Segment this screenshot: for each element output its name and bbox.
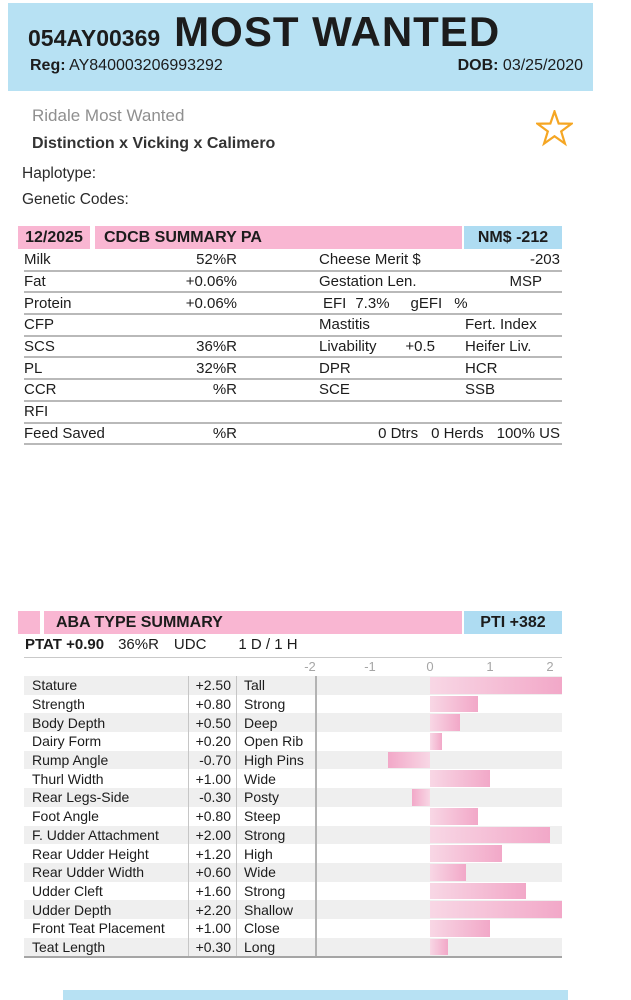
trait-bar-track [315,713,562,732]
cell-label: Feed Saved [24,424,105,442]
ptat-summary-line [25,636,298,653]
trait-value: +1.00 [188,919,237,938]
trait-value: -0.70 [188,751,237,770]
nm-label: NM$ [477,229,512,246]
cell-value: MSP [509,273,542,291]
trait-bar [430,920,490,937]
trait-bar-track [315,863,562,882]
trait-row [24,751,562,770]
trait-row [24,732,562,751]
ptat-reliability: 36%R [118,636,159,653]
ptat-value: PTAT +0.90 [25,636,105,653]
trait-bar [430,827,550,844]
trait-bar-track [315,751,562,770]
reg-number: AY840003206993292 [69,57,223,74]
trait-descriptor: Shallow [244,901,294,918]
trait-name: Front Teat Placement [32,920,165,937]
trait-value: +1.00 [188,769,237,788]
table-row [24,380,562,402]
cell-label: HCR [465,359,498,377]
pti-badge [464,611,562,634]
cdcb-eval-date: 12/2025 [18,226,90,249]
trait-descriptor: Long [244,938,276,955]
trait-name: Foot Angle [32,808,99,825]
trait-bar [412,789,430,806]
reg-label: Reg: [30,57,66,74]
cell-label: SSB [465,381,496,399]
trait-row [24,807,562,826]
title-row [28,8,583,56]
dob-label: DOB: [457,57,499,74]
trait-row [24,919,562,938]
trait-bar [430,883,526,900]
trait-row [24,826,562,845]
trait-descriptor: Steep [244,808,281,825]
trait-value: +2.20 [188,900,237,919]
linear-trait-chart [24,676,562,958]
registration [30,57,223,75]
pti-value: +382 [509,614,546,631]
trait-name: Teat Length [32,938,106,955]
cell-value: -203 [529,251,560,269]
nm-value: -212 [516,229,549,246]
trait-row [24,938,562,957]
trait-bar-track [315,788,562,807]
trait-bar-track [315,844,562,863]
cell-value: +0.06% [185,294,237,312]
axis-rule [24,657,562,658]
trait-value: +1.20 [188,844,237,863]
cell-value: %R [212,424,237,442]
daughters-herds: 1 D / 1 H [238,636,298,653]
table-row [24,337,562,359]
trait-value: +0.80 [188,695,237,714]
cell-label: SCE [319,381,350,399]
registered-name: Ridale Most Wanted [32,106,185,125]
aba-header [0,611,631,634]
trait-bar-track [315,826,562,845]
cell-label: Fat [24,273,46,291]
gefi-value: % [454,294,468,312]
trait-row [24,676,562,695]
trait-row [24,769,562,788]
trait-bar-track [315,807,562,826]
trait-descriptor: Tall [244,677,266,694]
daughters-count: 0 Dtrs [378,424,419,442]
trait-name: Rear Udder Width [32,864,145,881]
trait-descriptor: Wide [244,864,276,881]
trait-descriptor: Open Rib [244,733,304,750]
header-meta-row [28,57,583,75]
trait-bar [430,677,562,694]
cell-value: 36%R [196,338,237,356]
trait-name: Dairy Form [32,733,102,750]
cdcb-table [24,250,562,445]
trait-descriptor: Close [244,920,280,937]
trait-bar [388,752,430,769]
cell-label: RFI [24,403,49,421]
nm-badge [464,226,562,249]
trait-descriptor: Deep [244,714,278,731]
trait-row [24,844,562,863]
trait-name: Udder Depth [32,901,112,918]
trait-name: Stature [32,677,78,694]
trait-bar [430,770,490,787]
gefi-label: gEFI [410,294,443,312]
cell-label: DPR [319,359,351,377]
trait-value: +2.00 [188,826,237,845]
table-row [24,402,562,424]
pti-label: PTI [480,614,506,631]
trait-value: +1.60 [188,882,237,901]
cell-value: +0.06% [185,273,237,291]
axis-tick: 2 [546,659,554,674]
trait-value: -0.30 [188,788,237,807]
cell-label: Heifer Liv. [465,338,532,356]
trait-descriptor: Wide [244,770,276,787]
trait-name: Rear Legs-Side [32,789,130,806]
trait-bar-track [315,900,562,919]
naab-code: 054AY00369 [28,25,161,51]
trait-value: +2.50 [188,676,237,695]
trait-bar-track [315,769,562,788]
aba-accent-box [18,611,40,634]
axis-tick: -2 [304,659,316,674]
haplotype-label: Haplotype: [22,165,97,182]
cell-label: Protein [24,294,72,312]
trait-bar-track [315,676,562,695]
cell-label: Gestation Len. [319,273,417,291]
udc-label: UDC [173,636,207,653]
trait-descriptor: Posty [244,789,280,806]
cell-label: CFP [24,316,54,334]
cell-label: Cheese Merit $ [319,251,421,269]
trait-descriptor: High Pins [244,752,304,769]
us-percent: 100% US [496,424,560,442]
trait-descriptor: Strong [244,826,286,843]
footer-accent-bar [63,990,568,1000]
trait-name: Udder Cleft [32,882,103,899]
trait-name: Rear Udder Height [32,845,149,862]
aba-title: ABA TYPE SUMMARY [44,611,462,634]
trait-row [24,695,562,714]
cell-label: Mastitis [319,316,370,334]
trait-bar [430,714,460,731]
bull-name: MOST WANTED [174,8,501,55]
genetic-codes-label: Genetic Codes: [22,191,129,208]
trait-value: +0.50 [188,713,237,732]
trait-bar-track [315,695,562,714]
cell-value: %R [212,381,237,399]
trait-descriptor: Strong [244,696,286,713]
trait-row [24,900,562,919]
trait-name: Thurl Width [32,770,104,787]
trait-name: Body Depth [32,714,106,731]
trait-row [24,882,562,901]
trait-bar [430,733,442,750]
trait-bar-track [315,882,562,901]
trait-row [24,713,562,732]
axis-tick: 0 [426,659,434,674]
cell-value: 52%R [196,251,237,269]
cell-label: CCR [24,381,57,399]
trait-name: Rump Angle [32,752,109,769]
cell-label: Fert. Index [465,316,537,334]
trait-bar [430,808,478,825]
date-of-birth [458,57,583,75]
axis-tick: 1 [486,659,494,674]
trait-name: Strength [32,696,85,713]
trait-bar-track [315,732,562,751]
cell-label: PL [24,359,43,377]
efi-value: 7.3% [355,294,390,312]
trait-row [24,863,562,882]
cell-value: +0.5 [405,338,435,356]
table-row [24,358,562,380]
table-row [24,315,562,337]
trait-bar [430,864,466,881]
trait-value: +0.60 [188,863,237,882]
table-row [24,272,562,294]
table-row [24,293,562,315]
trait-bar [430,845,502,862]
trait-name: F. Udder Attachment [32,826,159,843]
trait-bar [430,939,448,956]
cell-label: SCS [24,338,55,356]
header [8,3,593,91]
cell-label: Milk [24,251,51,269]
trait-value: +0.30 [188,938,237,957]
axis-tick: -1 [364,659,376,674]
table-row [24,424,562,446]
table-row [24,250,562,272]
chart-axis [304,659,562,676]
cdcb-title: CDCB SUMMARY PA [95,226,462,249]
trait-descriptor: Strong [244,882,286,899]
trait-bar [430,696,478,713]
star-icon [536,110,573,147]
cell-value: 32%R [196,359,237,377]
trait-bar-track [315,938,562,957]
sire-stack: Distinction x Vicking x Calimero [32,135,276,152]
dob-value: 03/25/2020 [502,57,583,74]
trait-descriptor: High [244,845,273,862]
trait-value: +0.80 [188,807,237,826]
cell-label: Livability [319,338,377,356]
cdcb-header [0,226,631,249]
herds-count: 0 Herds [431,424,484,442]
trait-row [24,788,562,807]
trait-bar [430,901,562,918]
efi-label: EFI [323,294,347,312]
trait-bar-track [315,919,562,938]
trait-value: +0.20 [188,732,237,751]
